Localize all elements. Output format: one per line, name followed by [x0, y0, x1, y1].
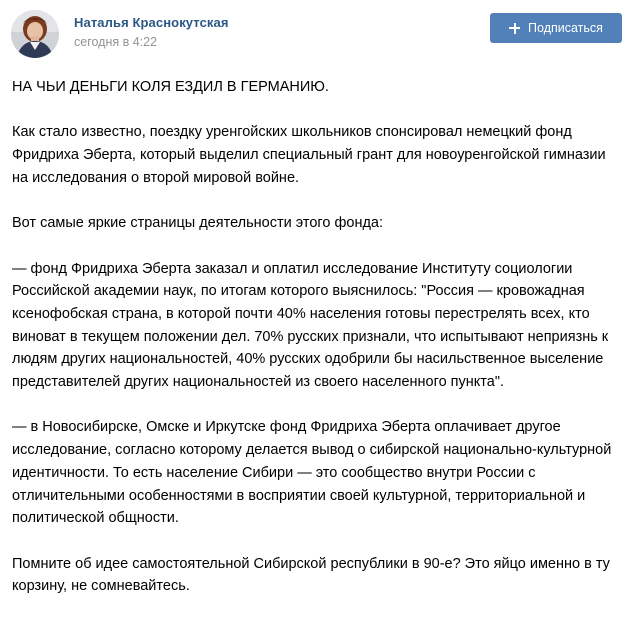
post-header [8, 10, 622, 58]
author-name-link[interactable]: Наталья Краснокутская [74, 15, 229, 30]
post-date-link[interactable]: сегодня в 4:22 [74, 35, 158, 49]
post-text [12, 76, 620, 598]
avatar[interactable] [11, 10, 59, 58]
subscribe-button[interactable] [490, 13, 622, 43]
avatar-photo-icon [11, 10, 59, 58]
plus-icon [509, 23, 520, 34]
post-paragraph: Помните об идее самостоятельной Сибирской республики в 90-е? Это яйцо именно в ту корзину, не сомневайтесь. [12, 555, 610, 595]
post-paragraph: — фонд Фридриха Эберта заказал и оплатил исследование Институту социологии Российской академии наук, по итогам которого выяснилось: "Россия — кровожадная ксенофобская страна, в которой почти 40% населения готовы перестрелять всех, кто виноват в текущем положении дел. 70% русских признали, что испытывают неприязнь к людям других национальностей, 40% русских одобрили бы насильственное выселение представителей других национальностей из своего населенного пункта". [12, 260, 609, 391]
subscribe-button-label: Подписаться [528, 21, 603, 35]
post-paragraph: Как стало известно, поездку уренгойских школьников спонсировал немецкий фонд Фридриха Эберта, который выделил специальный грант для новоуренгойской гимназии на исследования о второй мировой войне. [12, 124, 606, 186]
post-title: НА ЧЬИ ДЕНЬГИ КОЛЯ ЕЗДИЛ В ГЕРМАНИЮ. [12, 79, 329, 95]
post-paragraph: Вот самые яркие страницы деятельности этого фонда: [12, 215, 384, 232]
post-paragraph: — в Новосибирске, Омске и Иркутске фонд Фридриха Эберта оплачивает другое исследование, согласно которому делается вывод о сибирской национально-культурной идентичности. То есть население Сибири — это сообщество внутри России с отличительными особенностями в восприятии своей культурной, территориальной и политической общности. [12, 419, 612, 527]
